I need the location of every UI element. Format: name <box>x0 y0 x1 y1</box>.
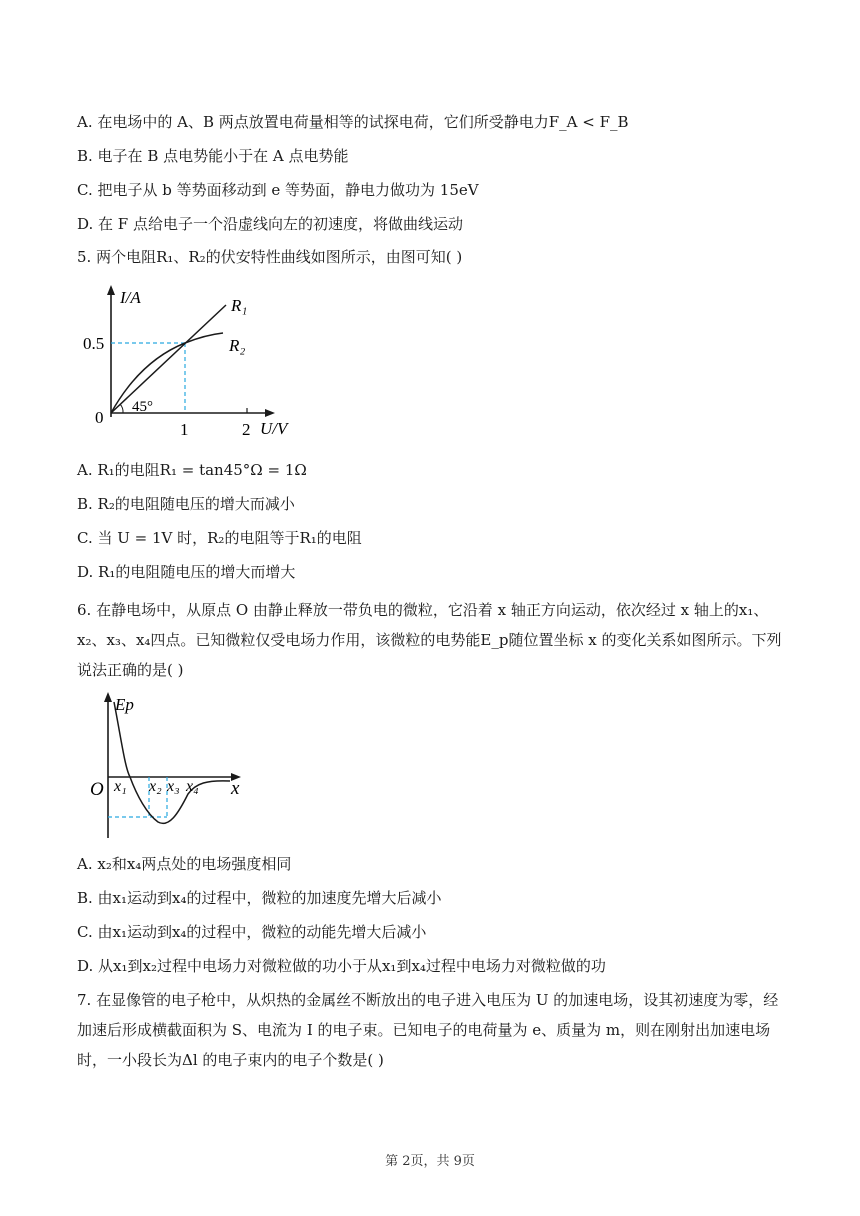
q5-y-tick-05: 0.5 <box>83 334 105 353</box>
q4-option-c: C. 把电子从 b 等势面移动到 e 等势面，静电力做功为 15eV <box>77 181 479 199</box>
q7-stem: 7. 在显像管的电子枪中，从炽热的金属丝不断放出的电子进入电压为 U 的加速电场，设其初速度为零，经加速后形成横截面积为 S、电流为 I 的电子束。已知电子的电荷量为 e、质量为 m，则在刚射出加速电场时，一小段长为Δl 的电子束内的电子个数是( ) <box>77 991 779 1069</box>
q5-option-b: B. R₂的电阻随电压的增大而减小 <box>77 495 295 513</box>
q6-tick-x1: x₁ <box>114 778 127 795</box>
q6-origin-label: O <box>90 779 104 800</box>
q5-angle-arc <box>120 404 123 413</box>
q5-curve-r1 <box>111 305 226 413</box>
q6-y-arrow <box>104 692 112 702</box>
q5-r1-label: R₁ <box>231 296 248 315</box>
q5-y-label: I/A <box>120 288 141 307</box>
q6-y-label: Ep <box>115 695 134 714</box>
q6-x-label: x <box>231 778 240 799</box>
q4-option-d: D. 在 F 点给电子一个沿虚线向左的初速度，将做曲线运动 <box>77 215 463 233</box>
q5-x-tick-1: 1 <box>180 420 189 439</box>
q6-tick-x4: x₄ <box>186 778 199 795</box>
q6-option-d: D. 从x₁到x₂过程中电场力对微粒做的功小于从x₁到x₄过程中电场力对微粒做的功 <box>77 957 606 975</box>
q6-ep-graph <box>85 688 260 843</box>
q6-tick-x3: x₃ <box>167 778 180 795</box>
q5-r2-label: R₂ <box>229 336 246 355</box>
q5-x-tick-2: 2 <box>242 420 251 439</box>
q5-iv-graph <box>80 283 310 443</box>
q5-x-arrow <box>265 409 275 417</box>
q5-option-c: C. 当 U = 1V 时，R₂的电阻等于R₁的电阻 <box>77 529 362 547</box>
q6-ep-curve <box>114 702 230 823</box>
q5-stem: 5. 两个电阻R₁、R₂的伏安特性曲线如图所示，由图可知( ) <box>77 248 463 266</box>
q5-option-a: A. R₁的电阻R₁ = tan45°Ω = 1Ω <box>77 461 307 479</box>
q5-x-label: U/V <box>260 419 288 438</box>
q6-stem: 6. 在静电场中，从原点 O 由静止释放一带负电的微粒，它沿着 x 轴正方向运动，依次经过 x 轴上的x₁、x₂、x₃、x₄四点。已知微粒仅受电场力作用，该微粒的电势能E_p随位置坐标 x 的变化关系如图所示。下列说法正确的是( ) <box>77 601 782 679</box>
q6-tick-x2: x₂ <box>149 778 162 795</box>
q5-origin-label: 0 <box>95 408 104 427</box>
q5-curve-r2 <box>111 333 223 413</box>
q5-option-d: D. R₁的电阻随电压的增大而增大 <box>77 563 296 581</box>
q6-option-a: A. x₂和x₄两点处的电场强度相同 <box>77 855 292 873</box>
q6-option-b: B. 由x₁运动到x₄的过程中，微粒的加速度先增大后减小 <box>77 889 442 907</box>
q5-angle-label: 45° <box>132 399 153 415</box>
q5-y-arrow <box>107 285 115 295</box>
q4-option-a: A. 在电场中的 A、B 两点放置电荷量相等的试探电荷，它们所受静电力F_A < F_B <box>77 113 629 131</box>
q6-option-c: C. 由x₁运动到x₄的过程中，微粒的动能先增大后减小 <box>77 923 427 941</box>
q4-option-b: B. 电子在 B 点电势能小于在 A 点电势能 <box>77 147 349 165</box>
page-footer: 第 2页，共 9页 <box>385 1154 475 1169</box>
